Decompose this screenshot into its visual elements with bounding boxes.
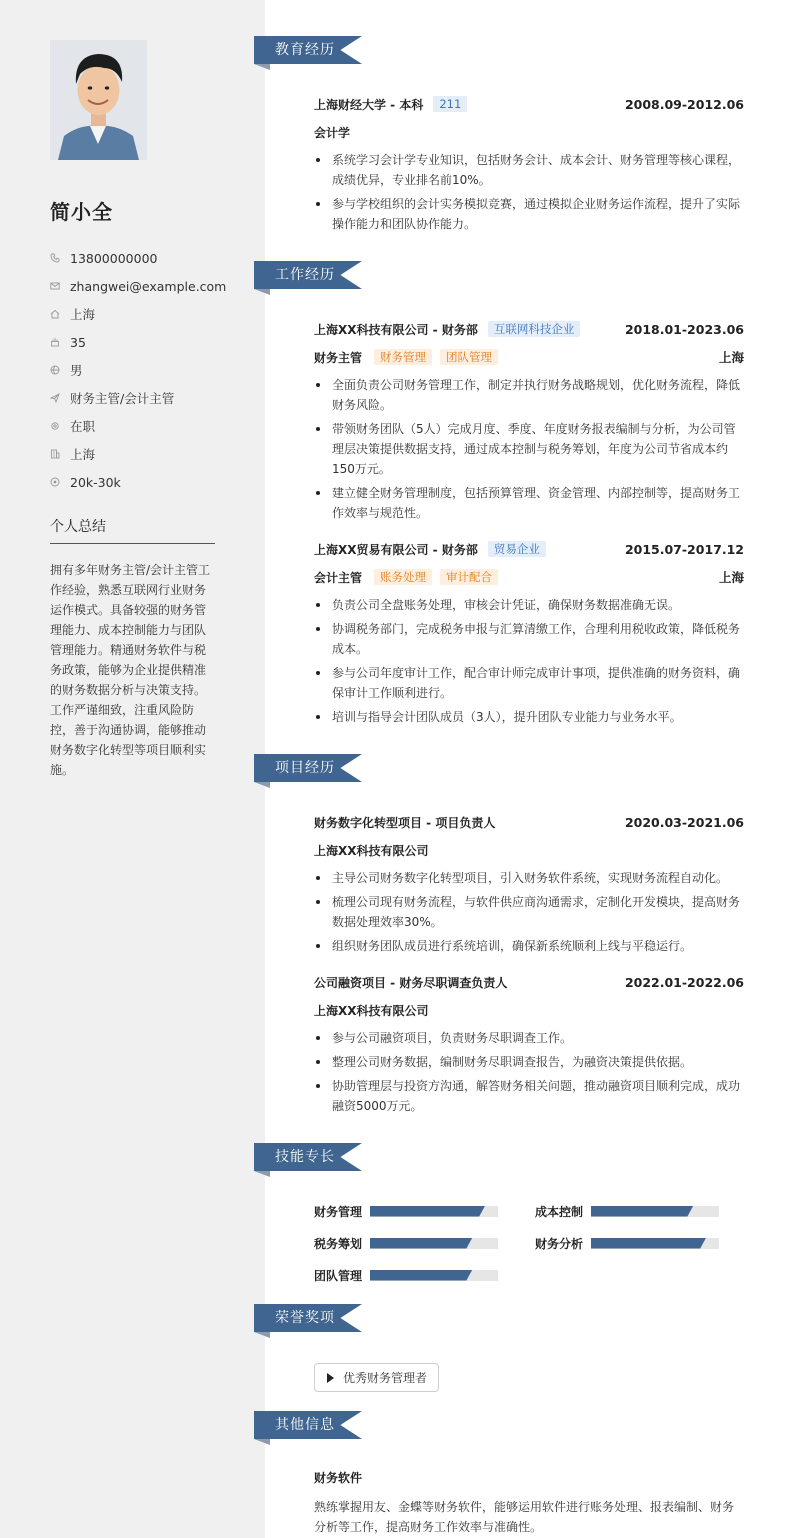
project-company: 上海XX科技有限公司 [314,1003,429,1018]
send-icon [50,393,60,403]
sidebar [0,0,265,1538]
list-item: 主导公司财务数字化转型项目，引入财务软件系统，实现财务流程自动化。 [314,868,744,888]
major-name: 会计学 [314,125,351,140]
skill-item [314,1267,498,1283]
section-title: 教育经历 [275,42,335,58]
skill-bar [370,1206,498,1217]
skill-bar [591,1238,719,1249]
home-icon [50,309,60,319]
play-icon [327,1373,334,1383]
target-city-item [50,440,226,468]
skill-name: 团队管理 [314,1268,363,1283]
company-name: 上海XX贸易有限公司 - 财务部 [314,542,478,557]
summary-divider [50,543,215,544]
project-1-header-row [314,812,744,832]
salary-text: 20k-30k [70,474,121,490]
education-date: 2008.09-2012.06 [624,96,744,112]
list-item: 协调税务部门，完成税务申报与汇算清缴工作，合理利用税收政策，降低税务成本。 [314,619,744,659]
building-icon [50,449,60,459]
gear-icon [50,421,60,431]
status-item [50,412,226,440]
email-item [50,272,226,300]
section-title: 工作经历 [275,267,335,283]
section-header-education [254,36,362,64]
list-item: 建立健全财务管理制度，包括预算管理、资金管理、内部控制等，提高财务工作效率与规范性。 [314,483,744,523]
education-header-row [314,94,744,114]
project-1-bullets [314,868,744,960]
list-item: 参与公司年度审计工作，配合审计师完成审计事项，提供准确的财务资料，确保审计工作顺利进行。 [314,663,744,703]
section-header-projects [254,754,362,782]
award-badge [314,1363,439,1392]
other-text: 熟练掌握用友、金蝶等财务软件，能够运用软件进行账务处理、报表编制、财务分析等工作，提高财务工作效率与准确性。 [314,1500,735,1534]
skill-item [314,1203,498,1219]
project-1-company-row [314,840,744,860]
list-item: 参与公司融资项目，负责财务尽职调查工作。 [314,1028,744,1048]
section-title: 项目经历 [275,760,335,776]
project-2-bullets [314,1028,744,1120]
gender-icon [50,365,60,375]
skill-bar [591,1206,719,1217]
position-text: 财务主管/会计主管 [70,391,175,406]
avatar [50,40,147,160]
age-item [50,328,226,356]
work-city: 上海 [718,570,744,585]
skill-bar-fill [370,1206,485,1217]
project-2-header-row [314,972,744,992]
education-bullets [314,150,744,238]
target-city-text: 上海 [70,447,96,462]
phone-item [50,244,226,272]
list-item: 协助管理层与投资方沟通，解答财务相关问题，推动融资项目顺利完成，成功融资5000万元。 [314,1076,744,1116]
section-title: 技能专长 [275,1149,335,1165]
skill-bar [370,1270,498,1281]
mail-icon [50,281,60,291]
project-date: 2022.01-2022.06 [624,974,744,990]
skill-item [535,1235,719,1251]
gender-text: 男 [70,363,83,378]
coin-icon [50,477,60,487]
salary-item [50,468,226,496]
role-name: 会计主管 [314,570,363,585]
cake-icon [50,337,60,347]
school-name: 上海财经大学 - 本科 [314,97,424,112]
list-item: 培训与指导会计团队成员（3人），提升团队专业能力与业务水平。 [314,707,744,727]
skill-name: 税务筹划 [314,1236,363,1251]
work-1-bullets [314,375,744,527]
status-text: 在职 [70,419,96,434]
skill-item [535,1203,719,1219]
work-date: 2015.07-2017.12 [624,541,744,557]
section-header-work [254,261,362,289]
position-item [50,384,226,412]
other-title: 财务软件 [314,1471,363,1485]
age-text: 35 [70,334,86,350]
phone-icon [50,253,60,263]
location-text: 上海 [70,307,96,322]
list-item: 整理公司财务数据，编制财务尽职调查报告，为融资决策提供依据。 [314,1052,744,1072]
work-1-role-row [314,347,744,367]
list-item: 梳理公司现有财务流程，与软件供应商沟通需求，定制化开发模块，提高财务数据处理效率30%。 [314,892,744,932]
project-title: 财务数字化转型项目 - 项目负责人 [314,815,496,830]
work-date: 2018.01-2023.06 [624,321,744,337]
project-2-company-row [314,1000,744,1020]
project-company: 上海XX科技有限公司 [314,843,429,858]
list-item: 参与学校组织的会计实务模拟竞赛，通过模拟企业财务运作流程，提升了实际操作能力和团队协作能力。 [314,194,744,234]
company-name: 上海XX科技有限公司 - 财务部 [314,322,478,337]
skill-tag: 团队管理 [440,349,498,365]
work-2-role-row [314,567,744,587]
project-title: 公司融资项目 - 财务尽职调查负责人 [314,975,508,990]
list-item: 负责公司全盘账务处理，审核会计凭证，确保财务数据准确无误。 [314,595,744,615]
email-address: zhangwei@example.com [70,278,227,294]
summary-title: 个人总结 [50,519,106,535]
skill-bar-fill [591,1238,706,1249]
section-header-skills [254,1143,362,1171]
section-title: 其他信息 [275,1417,335,1433]
work-1-header-row [314,319,744,339]
skill-bar-fill [591,1206,693,1217]
work-2-header-row [314,539,744,559]
work-city: 上海 [718,350,744,365]
section-header-honors [254,1304,362,1332]
section-header-other [254,1411,362,1439]
section-title: 荣誉奖项 [275,1310,335,1326]
role-name: 财务主管 [314,350,363,365]
skill-bar-fill [370,1270,472,1281]
gender-item [50,356,226,384]
industry-tag: 互联网科技企业 [488,321,581,337]
skill-name: 成本控制 [535,1204,584,1219]
list-item: 系统学习会计学专业知识，包括财务会计、成本会计、财务管理等核心课程，成绩优异，专业排名前10%。 [314,150,744,190]
project-date: 2020.03-2021.06 [624,814,744,830]
skill-name: 财务管理 [314,1204,363,1219]
education-major-row [314,122,744,142]
contact-info-list [50,244,226,496]
skill-item [314,1235,498,1251]
candidate-name: 简小全 [50,200,113,224]
skill-name: 财务分析 [535,1236,584,1251]
award-label: 优秀财务管理者 [343,1371,428,1385]
skill-tag: 账务处理 [374,569,432,585]
skill-bar [370,1238,498,1249]
summary-text: 拥有多年财务主管/会计主管工作经验，熟悉互联网行业财务运作模式。具备较强的财务管理能力、成本控制能力与团队管理能力。精通财务软件与税务政策，能够为企业提供精准的财务数据分析与决策支持。工作严谨细致，注重风险防控，善于沟通协调，能够推动财务数字化转型等项目顺利实施。 [50,563,211,777]
work-2-bullets [314,595,744,731]
phone-number: 13800000000 [70,250,158,266]
school-tag: 211 [433,96,467,112]
list-item: 组织财务团队成员进行系统培训，确保新系统顺利上线与平稳运行。 [314,936,744,956]
skill-tag: 财务管理 [374,349,432,365]
skill-bar-fill [370,1238,472,1249]
list-item: 全面负责公司财务管理工作，制定并执行财务战略规划，优化财务流程，降低财务风险。 [314,375,744,415]
industry-tag: 贸易企业 [488,541,546,557]
skill-tag: 审计配合 [440,569,498,585]
location-item [50,300,226,328]
list-item: 带领财务团队（5人）完成月度、季度、年度财务报表编制与分析，为公司管理层决策提供数据支持，通过成本控制与税务筹划，年度为公司节省成本约150万元。 [314,419,744,479]
